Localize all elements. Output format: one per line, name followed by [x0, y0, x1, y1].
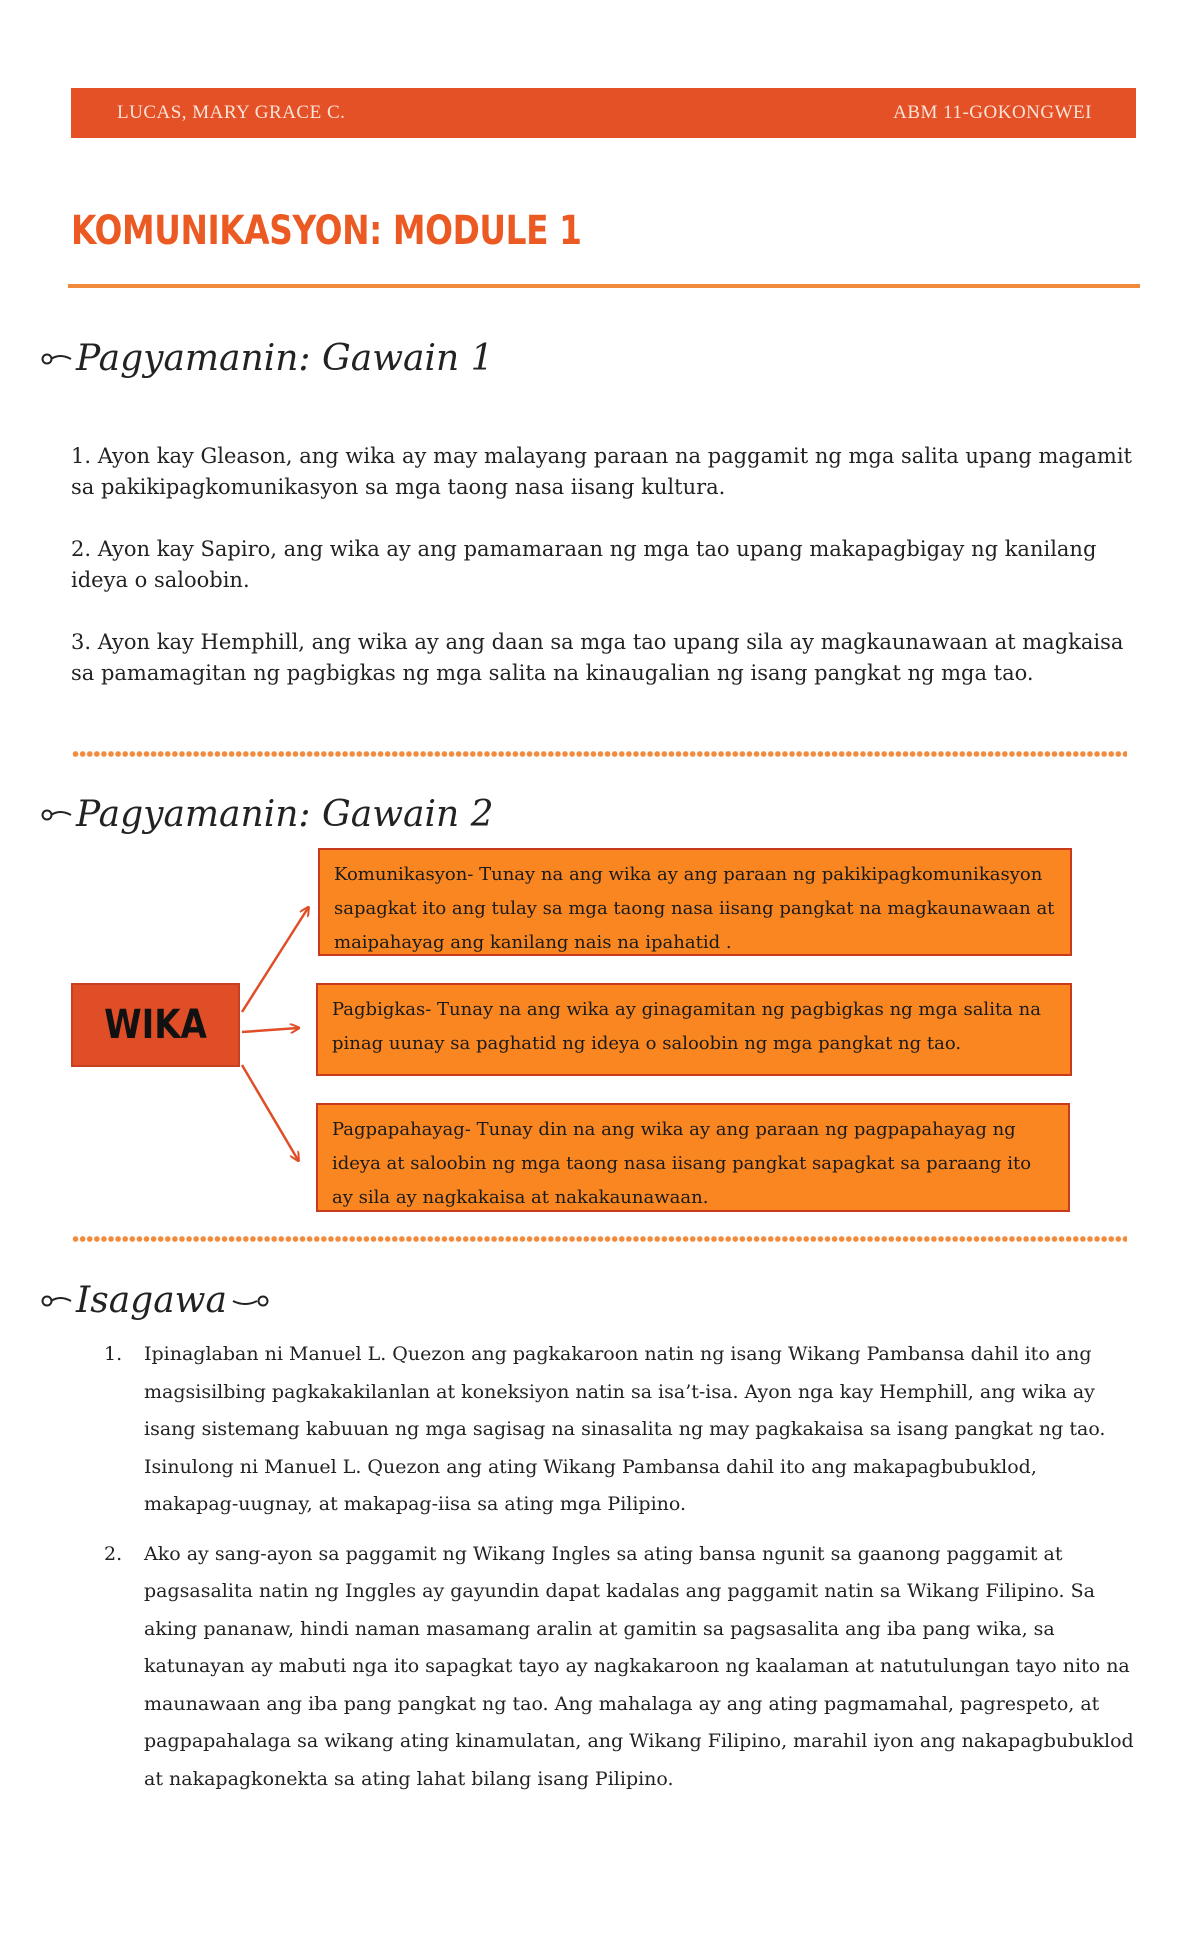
isagawa-heading — [40, 1280, 279, 1321]
wika-label: WIKA — [104, 1002, 207, 1048]
dotted-divider — [72, 1235, 1127, 1243]
arrow-to-pagbigkas — [242, 1028, 298, 1032]
pagpapahayag-box: Pagpapahayag- Tunay din na ang wika ay ang paraan ng pagpapahayag ng ideya at saloobin ng mga taong nasa iisang pangkat sapagkat sa paraang ito ay sila ay nagkakaisa at nakakaunawaan. — [316, 1103, 1070, 1212]
isagawa-item — [104, 1536, 1134, 1799]
gawain1-item: 1. Ayon kay Gleason, ang wika ay may malayang paraan na paggamit ng mga salita upang magamit sa pakikipagkomunikasyon sa mga taong nasa iisang kultura. — [71, 444, 1132, 499]
pagbigkas-box: Pagbigkas- Tunay na ang wika ay ginagamitan ng pagbigkas ng mga salita na pinag uunay sa paghatid ng ideya o saloobin ng mga pangkat ng tao. — [316, 983, 1072, 1076]
document-title: KOMUNIKASYON: MODULE 1 — [71, 208, 582, 254]
item-number: 2. — [104, 1542, 123, 1565]
item-text: Ako ay sang-ayon sa paggamit ng Wikang Ingles sa ating bansa ngunit sa gaanong paggamit at pagsasalita natin ng Inggles ay gayundin dapat kadalas ang paggamit natin sa Wikang Filipino. Sa aking pananaw, hindi naman masamang aralin at gamitin sa pagsasalita ang iba pang wika, sa katunayan ay mabuti nga ito sapagkat tayo ay nagkakaroon ng kaalaman at natutulungan tayo nito na maunawaan ang iba pang pangkat ng tao. Ang mahalaga ay ang ating pagmamahal, pagrespeto, at pagpapahalaga sa wikang ating kinamulatan, ang Wikang Filipino, marahil iyon ang nakapagbubuklod at nakapagkonekta sa ating lahat bilang isang Pilipino. — [144, 1542, 1134, 1790]
isagawa-heading-text: Isagawa — [76, 1280, 227, 1321]
item-text: Ipinaglaban ni Manuel L. Quezon ang pagkakaroon natin ng isang Wikang Pambansa dahil ito ang magsisilbing pagkakakilanlan at koneksiyon natin sa isa’t-isa. Ayon nga kay Hemphill, ang wika ay isang sistemang kabuuan ng mga sagisag na sinasalita ng may pagkakaisa sa isang pangkat ng tao. Isinulong ni Manuel L. Quezon ang ating Wikang Pambansa dahil ito ang makapagbubuklod, makapag-uugnay, at makapag-iisa sa ating mga Pilipino. — [144, 1343, 1106, 1515]
komunikasyon-box: Komunikasyon- Tunay na ang wika ay ang paraan ng pakikipagkomunikasyon sapagkat ito ang tulay sa mga taong nasa iisang pangkat na magkaunawaan at maipahayag ang kanilang nais na ipahatid . — [318, 848, 1072, 956]
gawain1-item: 2. Ayon kay Sapiro, ang wika ay ang pamamaraan ng mga tao upang makapagbigay ng kanilang ideya o saloobin. — [71, 537, 1097, 592]
gawain1-heading-text: Pagyamanin: Gawain 1 — [76, 338, 494, 379]
isagawa-item — [104, 1336, 1134, 1524]
gawain1-item: 3. Ayon kay Hemphill, ang wika ay ang daan sa mga tao upang sila ay magkaunawaan at magkaisa sa pamamagitan ng pagbigkas ng mga salita na kinaugalian ng isang pangkat ng mga tao. — [71, 630, 1124, 685]
item-number: 1. — [104, 1343, 123, 1365]
student-name: LUCAS, MARY GRACE C. — [117, 102, 346, 123]
gawain2-heading-text: Pagyamanin: Gawain 2 — [76, 794, 494, 835]
arrow-to-pagpapahayag — [242, 1065, 298, 1160]
arrow-to-komunikasyon — [242, 908, 308, 1012]
class-section: ABM 11-GOKONGWEI — [893, 102, 1092, 123]
flourish-icon — [231, 1289, 275, 1313]
isagawa-answers — [104, 1336, 1134, 1810]
flourish-icon — [40, 1289, 72, 1313]
